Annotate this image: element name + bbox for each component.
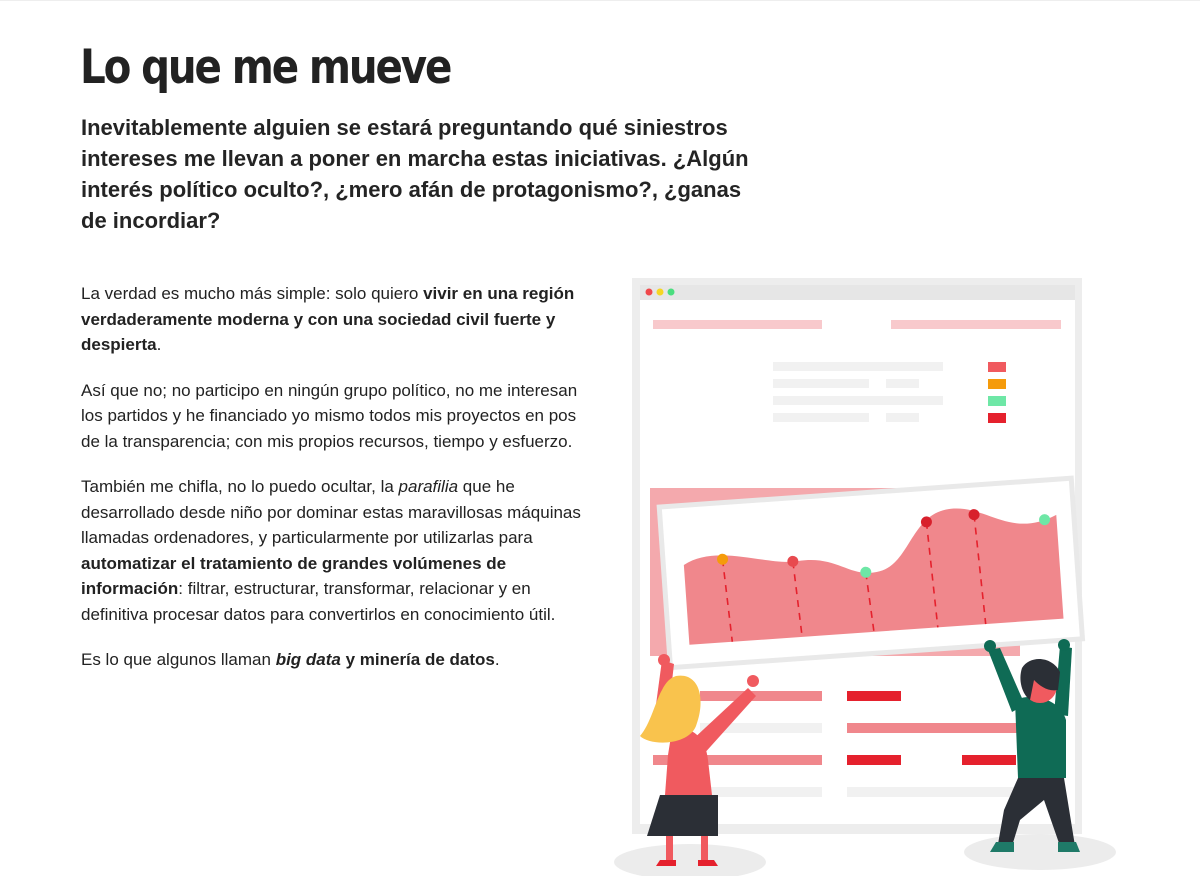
paragraph-4 — [81, 647, 586, 673]
window-maximize-dot-icon — [668, 289, 675, 296]
shadow-right — [964, 834, 1116, 870]
placeholder-bar — [653, 320, 822, 329]
bold-text: automatizar el tratamiento de grandes volúmenes de información — [81, 553, 507, 598]
woman-leg — [701, 836, 708, 862]
text: . — [156, 335, 162, 354]
bold-italic-text: big data — [275, 650, 341, 669]
text: Así que no; no participo en ningún grupo político, no me interesan los partidos y he financiado yo mismo todos mis proyectos en pos de la transparencia; con mis propios recursos, tiempo y esfuerzo. — [81, 380, 578, 451]
placeholder-bar — [847, 755, 901, 765]
shadow-left — [614, 844, 766, 876]
lead-paragraph: Inevitablemente alguien se estará preguntando qué siniestros intereses me llevan a poner en marcha estas iniciativas. ¿Algún interés político oculto?, ¿mero afán de protagonismo?, ¿ganas de incordiar? — [81, 115, 749, 233]
placeholder-bar — [773, 362, 943, 371]
placeholder-bar — [700, 691, 822, 701]
italic-text: parafilia — [398, 477, 459, 496]
bold-text: y minería de datos — [340, 650, 495, 669]
status-swatch — [988, 396, 1006, 406]
text: : filtrar, estructurar, transformar, relacionar y en definitiva procesar datos para convertirlos en conocimiento útil. — [81, 579, 556, 624]
window-close-dot-icon — [646, 289, 653, 296]
placeholder-bar — [891, 320, 1061, 329]
man-left-hand — [984, 640, 996, 652]
woman-left-hand — [658, 654, 670, 666]
text: Es lo que algunos llaman — [81, 650, 276, 669]
window-minimize-dot-icon — [657, 289, 664, 296]
paragraph-3 — [81, 474, 586, 627]
status-swatch — [988, 362, 1006, 372]
browser-titlebar — [640, 285, 1075, 300]
paragraph-1 — [81, 281, 586, 358]
placeholder-bar — [700, 787, 822, 797]
placeholder-bar — [773, 396, 943, 405]
woman-leg — [666, 836, 673, 862]
placeholder-bar — [886, 413, 919, 422]
status-swatch — [988, 413, 1006, 423]
placeholder-bar — [847, 787, 1017, 797]
page-title: Lo que me mueve — [80, 40, 451, 95]
woman-right-hand — [747, 675, 759, 687]
placeholder-bar — [847, 691, 901, 701]
placeholder-bar — [773, 413, 869, 422]
text: También me chifla, no lo puedo ocultar, la — [81, 477, 399, 496]
top-divider — [0, 0, 1200, 1]
data-analysis-illustration — [600, 270, 1120, 876]
paragraph-2 — [81, 378, 586, 455]
text: La verdad es mucho más simple: solo quiero — [81, 284, 424, 303]
placeholder-bar — [847, 723, 1017, 733]
chart-card — [657, 476, 1086, 671]
body-text — [81, 281, 586, 693]
man-torso — [1015, 697, 1066, 778]
placeholder-bar — [773, 379, 869, 388]
bold-text: vivir en una región verdaderamente moderna y con una sociedad civil fuerte y despierta — [81, 284, 575, 354]
placeholder-bar — [886, 379, 919, 388]
text: que he desarrollado desde niño por dominar estas maravillosas máquinas llamadas ordenadores, y particularmente por utilizarlas para — [81, 477, 581, 547]
text: . — [494, 650, 500, 669]
placeholder-bar — [962, 755, 1016, 765]
man-right-hand — [1058, 639, 1070, 651]
status-swatch — [988, 379, 1006, 389]
